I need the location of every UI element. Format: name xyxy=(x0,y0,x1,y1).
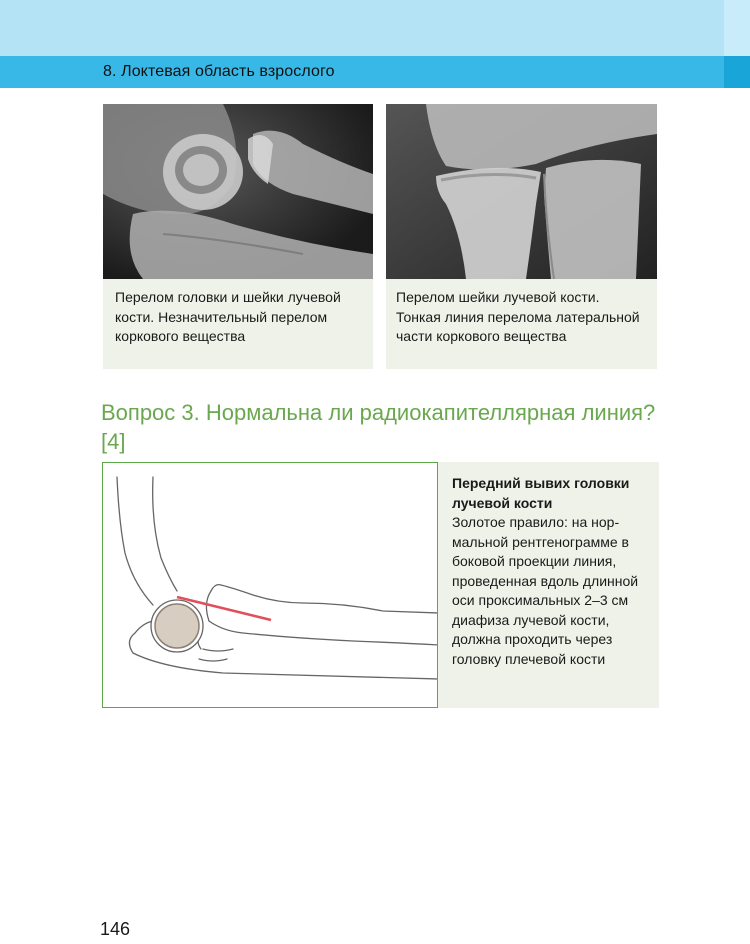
note-title: Передний вывих головки лучевой кости xyxy=(452,475,630,511)
header-edge-tab xyxy=(724,56,750,88)
caption-left: Перелом головки и шейки лучевой кости. Незначительный перелом коркового вещества xyxy=(103,279,373,369)
elbow-diagram xyxy=(102,462,438,708)
rule-note xyxy=(438,462,659,708)
section-title: 8. Локтевая область взрослого xyxy=(103,63,335,80)
top-color-band xyxy=(0,0,750,56)
page-number: 146 xyxy=(100,919,131,939)
question-heading: Вопрос 3. Нормальна ли радиокапителлярная линия? [4] xyxy=(101,400,656,454)
note-body: Золотое правило: на нормальной рентгенограмме в боковой проекции линия, проведенная вдоль длинной оси проксимальных 2–3 см диафиза лучевой кости, должна проходить через головку плечевой кости xyxy=(452,514,639,667)
xray-image-left xyxy=(103,104,373,279)
caption-right: Перелом шейки лучевой кости. Тонкая линия перелома латеральной части коркового вещества xyxy=(386,279,657,369)
xray-image-right xyxy=(386,104,657,279)
top-edge-tab xyxy=(724,0,750,56)
